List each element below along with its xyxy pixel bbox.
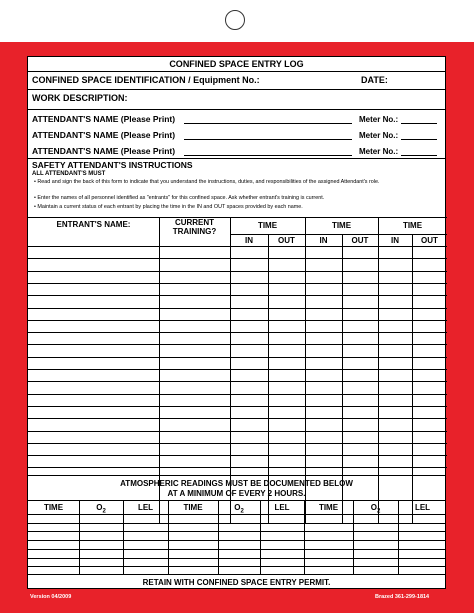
table-row-line xyxy=(28,467,447,468)
retain-note: RETAIN WITH CONFINED SPACE ENTRY PERMIT. xyxy=(142,578,331,587)
attendant-name-label: ATTENDANT'S NAME (Please Print) xyxy=(32,114,176,124)
o2-label: O xyxy=(370,503,377,512)
atmo-time-header: TIME xyxy=(183,503,203,512)
instruction-item: • Read and sign the back of this form to indicate that you understand the instructions, duties, and responsibilities of the assigned Attendant's role. xyxy=(34,179,380,185)
atmo-lel-header: LEL xyxy=(137,503,154,512)
o2-label: O xyxy=(234,503,241,512)
entrant-name-header: ENTRANT'S NAME: xyxy=(56,220,131,229)
table-row[interactable] xyxy=(28,443,447,455)
table-row[interactable] xyxy=(28,431,447,443)
time-header: TIME xyxy=(402,221,423,230)
form-title: CONFINED SPACE ENTRY LOG xyxy=(169,59,304,69)
table-row[interactable] xyxy=(28,258,447,270)
hang-hole xyxy=(225,10,245,30)
atmo-row[interactable] xyxy=(28,540,445,549)
version-label: Version 04/2009 xyxy=(30,594,72,600)
atmo-time-header: TIME xyxy=(318,503,339,512)
meter-label: Meter No.: xyxy=(359,131,399,140)
in-header: IN xyxy=(245,236,253,245)
table-row[interactable] xyxy=(28,332,447,344)
atmospheric-heading-line2: AT A MINIMUM OF EVERY 2 HOURS. xyxy=(167,489,306,498)
bullet-icon: • xyxy=(34,195,38,201)
atmo-row[interactable] xyxy=(28,549,445,558)
atmo-o2-header xyxy=(353,503,398,515)
instruction-item: • Enter the names of all personnel identified as "entrants" for this confined space. Ask whether entrant's training is current. xyxy=(34,195,325,201)
attendant-name-label: ATTENDANT'S NAME (Please Print) xyxy=(32,130,176,140)
out-header: OUT xyxy=(421,236,438,245)
atmo-lel-header: LEL xyxy=(414,503,431,512)
time-subheader-line xyxy=(230,234,447,235)
table-row[interactable] xyxy=(28,406,447,418)
in-header: IN xyxy=(319,236,328,245)
table-row[interactable] xyxy=(28,246,447,258)
atmo-lel-header: LEL xyxy=(274,503,290,512)
o2-subscript: 2 xyxy=(376,508,381,515)
bullet-icon: • xyxy=(34,204,38,210)
table-row[interactable] xyxy=(28,369,447,381)
atmo-time-header: TIME xyxy=(43,503,64,512)
out-header: OUT xyxy=(278,236,295,245)
instructions-subheading: ALL ATTENDANT'S MUST xyxy=(32,171,106,177)
meter-line[interactable] xyxy=(401,139,437,140)
meter-label: Meter No.: xyxy=(359,147,399,156)
time-header: TIME xyxy=(331,221,352,230)
table-row[interactable] xyxy=(28,295,447,307)
instructions-section xyxy=(28,158,445,217)
atmo-o2-header xyxy=(218,503,260,515)
attendant-name-line[interactable] xyxy=(184,155,352,156)
in-header: IN xyxy=(391,236,399,245)
instruction-item: • Maintain a current status of each entrant by placing the time in the IN and OUT spaces provided by each name. xyxy=(34,204,303,210)
table-row[interactable] xyxy=(28,357,447,369)
atmospheric-heading-line1: ATMOSPHERIC READINGS MUST BE DOCUMENTED BELOW xyxy=(120,479,353,488)
table-row[interactable] xyxy=(28,283,447,295)
atmo-row[interactable] xyxy=(28,523,445,532)
attendants-section xyxy=(28,109,445,161)
o2-subscript: 2 xyxy=(240,508,244,515)
atmo-row[interactable] xyxy=(28,514,445,523)
o2-subscript: 2 xyxy=(102,508,106,515)
attendant-row[interactable] xyxy=(28,114,445,130)
table-row[interactable] xyxy=(28,394,447,406)
time-header: TIME xyxy=(257,221,278,230)
work-description-row xyxy=(28,89,445,107)
meter-line[interactable] xyxy=(401,155,437,156)
meter-line[interactable] xyxy=(401,123,437,124)
attendant-name-line[interactable] xyxy=(184,123,352,124)
atmo-row[interactable] xyxy=(28,558,445,567)
date-label: DATE: xyxy=(361,75,388,85)
table-row[interactable] xyxy=(28,344,447,356)
table-row[interactable] xyxy=(28,308,447,320)
identification-label: CONFINED SPACE IDENTIFICATION / Equipment No.: xyxy=(32,75,260,85)
atmo-row[interactable] xyxy=(28,531,445,540)
bullet-icon: • xyxy=(34,179,38,185)
instructions-heading: SAFETY ATTENDANT'S INSTRUCTIONS xyxy=(32,160,193,170)
table-row[interactable] xyxy=(28,455,447,467)
meter-label: Meter No.: xyxy=(359,115,399,124)
table-row[interactable] xyxy=(28,418,447,430)
table-row[interactable] xyxy=(28,381,447,393)
atmospheric-heading xyxy=(28,475,445,501)
atmo-o2-header xyxy=(79,503,123,515)
identification-row xyxy=(28,71,445,89)
work-description-label: WORK DESCRIPTION: xyxy=(32,93,128,103)
atmospheric-table xyxy=(28,500,445,574)
vendor-label: Brazed 361-299-1814 xyxy=(375,594,430,600)
table-row[interactable] xyxy=(28,271,447,283)
out-header: OUT xyxy=(351,236,369,245)
table-row[interactable] xyxy=(28,320,447,332)
current-training-header: CURRENT TRAINING? xyxy=(172,218,217,236)
entry-log-sheet xyxy=(27,56,446,589)
attendant-name-label: ATTENDANT'S NAME (Please Print) xyxy=(32,146,176,156)
retain-note-row xyxy=(28,574,445,589)
attendant-row[interactable] xyxy=(28,130,445,146)
attendant-name-line[interactable] xyxy=(184,139,352,140)
o2-label: O xyxy=(96,503,103,512)
